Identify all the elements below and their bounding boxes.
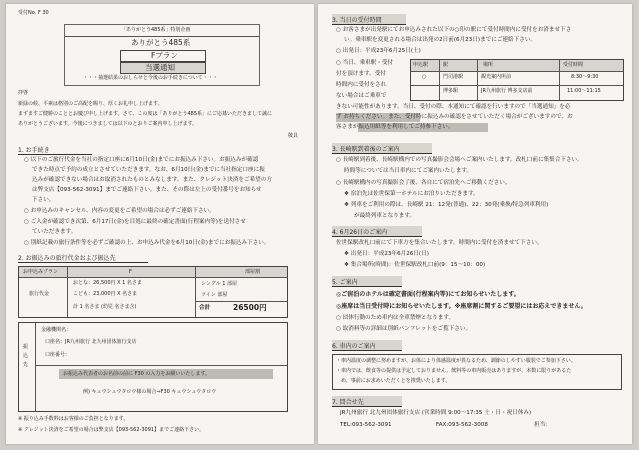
account-name: 口座名：JR九州旅行 北九州団体旅行支店 (45, 339, 137, 345)
section-1-line: ○ ご入金が確認でき次第、6月17日(金)を目処に最終の確定書面(行程案内等)を送付させ (24, 219, 246, 225)
footnote: ※ クレジット決済をご希望の場合は弊支店【093-562-3091】までご連絡下さい。 (18, 427, 205, 433)
section-1-line: 込みが確認できない場合はお取消されたものとみなします。また、クレジット決済をご希望の方 (32, 177, 272, 183)
onboard-note: ・車内温度の調整に努めますが、お体により体感温度が異なるため、調節のしやすい服装でご参加下さい。 (336, 358, 576, 364)
section-3-line: ず お持ちください。また、受付時に振込みの確認をさせていただく場合がございますので、お (336, 114, 573, 120)
closing: 敬具 (288, 133, 299, 139)
right-page (318, 4, 632, 444)
station-row-place: 観光案内所前 (481, 74, 512, 80)
section-5-heading: 4. 6月26日のご案内 (332, 226, 422, 237)
section-4-line: ❖ 列車をご利用の際は、長崎駅 21：12発(普通)、22：30発(乗換/特急列車利用) (344, 202, 549, 208)
table-header-f: F (129, 269, 132, 275)
section-3-line: きない可能性があります。当日、受付の際、本通知にて確認を行いますので「当選通知」を必 (336, 104, 571, 110)
section-3-line: ○ 出発日：平成23年6月25日(土) (336, 48, 421, 54)
title-line-1: ありがとう485系 (131, 38, 191, 47)
title-block (64, 24, 260, 86)
travel-fee-label: 旅行代金 (29, 291, 50, 297)
section-6-line: ○ 取消料等の詳細は別紙パンフレットをご覧下さい。 (336, 326, 472, 332)
section-1-line: できた時点で予約の成立とさせていただきます。なお、6月10日(金)までに当社指定口座に振 (32, 167, 265, 173)
contact-fax: FAX:093-562-3008 (436, 422, 488, 428)
section-1-line: ○ 別紙記載の旅行条件等を必ずご確認の上、お申込み代金を6月10日(金)までにお振込み下さい。 (24, 240, 270, 246)
section-4-line: が最終列車となります。 (354, 213, 416, 219)
plan-box (120, 50, 206, 62)
section-4-line: 時間等については当日車内にてご案内いたします。 (344, 168, 473, 174)
station-row-mark: ○ (422, 74, 427, 80)
child-fee: こども：23,000円 X 名さま (73, 291, 138, 297)
title-line-3: 当選通知 (145, 63, 175, 72)
intro-line: ありがとうございます。今後につきましては以下のとおりご案内申し上げます。 (18, 121, 198, 127)
station-header-time: 受付時間 (563, 62, 584, 68)
transfer-note: お振込み代表者のお名前の前に F30 の入力をお願いいたします。 (63, 371, 211, 377)
station-row-place: JR九州旅行 博多支店前 (481, 88, 533, 94)
room-single: シングル 1 部屋 (201, 281, 237, 287)
station-row-time: 11:00～11:15 (567, 88, 601, 94)
total-persons: 計 1 名さま (幼児 名さま含) (73, 304, 137, 310)
section-3-line: 客さまが振込用紙等を利用してご持参下さい。 (336, 124, 454, 130)
station-row-name: 博多駅 (443, 88, 459, 94)
section-4-line: ○ 長崎駅到着後、長崎駅構内での写真撮影会会場へご案内いたします。改札口前に集集合下さい。 (336, 157, 583, 163)
section-1-line: ○ お申込みのキャンセル、内容の変更をご希望の場合は必ずご連絡下さい。 (24, 208, 215, 214)
section-3-line: ○ お客さまが出発駅にてお申込みされた以下の○印の駅にて受付時間内に受付をお済ませ下さ (336, 27, 572, 33)
transfer-example: 例) キュウシュウタロウ様の場合⇒F30 キュウシュウタロウ (83, 389, 217, 395)
station-table (410, 59, 624, 101)
station-row-name: 門司港駅 (443, 74, 464, 80)
intro-line: まずますご健勝のこととお慶び申し上げます。さて、この度は「ありがとう485系」にご応募いただきまして誠に (18, 111, 273, 117)
adult-fee: おとな：26,500円 X 1 名さま (73, 280, 142, 286)
section-5-line: ❖ 集合場所(時間)：佐世保駅改札口前(9：15～10：00) (344, 262, 486, 268)
contact-office: JR九州旅行 北九州団体旅行支店 (営業時間 9:00～17:35 土・日・祝日休み) (340, 410, 532, 416)
section-7-heading: 6. 車内のご案内 (332, 340, 402, 351)
contact-staff: 担当： (534, 422, 551, 428)
room-twin: ツイン 部屋 (201, 292, 228, 298)
greeting: 拝啓 (18, 90, 29, 96)
account-number: 口座番号： (45, 352, 71, 358)
title-line-2: Fプラン (151, 51, 178, 60)
section-3-heading: 3. 当日の受付時間 (332, 14, 406, 25)
section-3-line: ○ 当日、乗車駅・受付 (336, 60, 394, 66)
title-subtitle: ・・・抽選結果のおしらせと今後のお手続きについて・・・ (83, 75, 218, 81)
station-header-apply: 申込駅 (413, 62, 429, 68)
section-6-heading: 5. ご案内 (332, 276, 402, 287)
price-table (18, 266, 288, 318)
table-header-room: 部屋割 (245, 269, 261, 275)
section-4-line: ○ 長崎駅構内の写真撮影会了後、各自にて宿泊先へご移動ください。 (336, 180, 511, 186)
station-row-time: 8:30～9:30 (571, 74, 599, 80)
section-8-heading: 7. 問合せ先 (332, 396, 402, 407)
table-header-plan: お申込みプラン (23, 269, 59, 275)
total-amount: 26500円 (233, 303, 267, 312)
section-3-line: 付を頂けます。受付 (336, 71, 386, 77)
onboard-notes-box (332, 354, 622, 390)
section-3-line: い。乗車駅を変更される場合は出発の2日前(6月23日)までにご連絡下さい。 (344, 37, 537, 43)
section-3-line: 時間内に受付をされ (336, 82, 387, 88)
section-6-line: ◎座席は当日受付時にお知らせいたします。※座席割に関するご要望にはお応えできません。 (336, 303, 587, 310)
section-4-heading: 3. 長崎駅到着後のご案内 (332, 143, 432, 154)
onboard-note: め、事前にお求めいただくとを推奨いたします。 (341, 378, 451, 384)
section-1-heading: 1. お手続き (18, 144, 92, 155)
section-1-line: ていただきます。 (32, 229, 77, 235)
section-4-line: ❖ 宿泊先は佐世保第一ホテルにお泊りいただきます。 (344, 191, 479, 197)
section-6-line: ◎ご宿泊のホテルは確定書面(行程案内等)にてお知らせいたします。 (336, 291, 520, 298)
section-1-line: は弊支店【093-562-3091】までご連絡下さい。また、その際は左上の受付番号をお知らせ (32, 187, 262, 193)
section-3-line: ない場合はご乗車で (336, 93, 387, 99)
left-page (6, 4, 314, 444)
notice-box (120, 62, 206, 74)
section-1-line: ○ 以下のご旅行代金を当社の指定口座に6月10日(金)までにお振込み下さい。お振込みが確認 (24, 157, 259, 163)
section-5-line: ❖ 出発日：平成23年6月26日(日) (344, 251, 429, 257)
section-2-heading: 2. お振込みの旅行代金および振込先 (18, 252, 148, 263)
campaign-name: 「ありがとう485系」特別企画 (121, 27, 191, 33)
intro-line: 新緑の候、平素は格別のご高配を賜り、厚くお礼申し上げます。 (18, 101, 163, 107)
bank-side-label: 振込先 (23, 344, 29, 368)
section-5-line: 佐世保駅改札口前にて下車方を集合いたします。時間内に受付を済ませて下さい。 (336, 240, 543, 246)
section-1-line: 下さい。 (32, 197, 55, 203)
bank-box (18, 322, 288, 412)
total-label: 合計 (199, 305, 211, 311)
station-header-station: 駅 (443, 62, 449, 68)
station-header-place: 場所 (483, 62, 494, 68)
contact-tel: TEL:093-562-3091 (340, 422, 392, 428)
section-6-line: ○ 団体行動のため車内は全車禁煙となります。 (336, 315, 455, 321)
footnote: ※ 振り込み手数料はお客様のご負担となります。 (18, 416, 129, 422)
reception-number: 受付No. F 30 (18, 10, 49, 16)
bank-name: 金融機関名： (41, 327, 72, 333)
onboard-note: ・車内では、飲食等の提供は予定しておりません。飲料等の車内販売はありますが、本数に限りがあるた (336, 368, 572, 374)
